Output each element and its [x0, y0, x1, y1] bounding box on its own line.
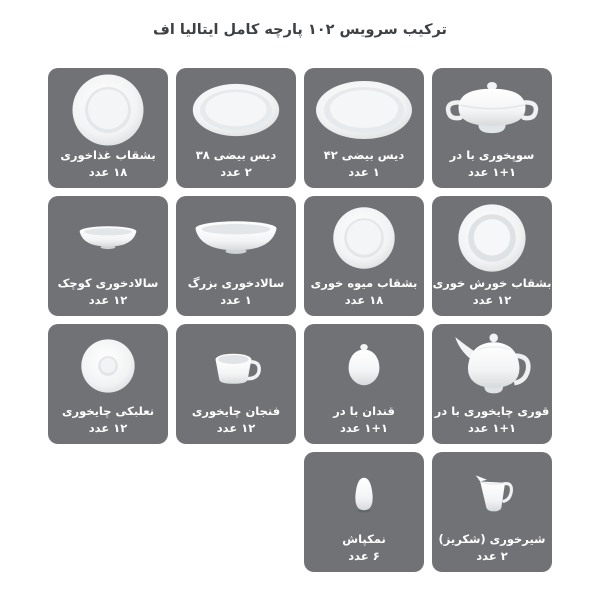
oval-dish-icon: [308, 73, 420, 147]
item-count: ۱+۱ عدد: [467, 165, 517, 179]
teapot-icon: [436, 329, 548, 403]
item-count: ۱+۱ عدد: [467, 421, 517, 435]
product-grid: [48, 68, 552, 572]
item-label: سالادخوری بزرگ: [187, 276, 285, 290]
tile-dinner-plate: [48, 68, 168, 188]
soup-tureen-icon: [436, 73, 548, 147]
tile-fruit-plate: [304, 196, 424, 316]
item-label: دیس بیضی ۴۲: [323, 148, 405, 162]
item-count: ۱ عدد: [220, 293, 252, 307]
salad-bowl-icon: [52, 201, 164, 275]
item-count: ۱۲ عدد: [88, 421, 128, 435]
item-count: ۲ عدد: [476, 549, 508, 563]
teacup-icon: [180, 329, 292, 403]
deep-plate-icon: [436, 201, 548, 275]
item-count: ۱۲ عدد: [216, 421, 256, 435]
tile-tea-saucer: [48, 324, 168, 444]
item-count: ۱۸ عدد: [344, 293, 384, 307]
item-count: ۱۸ عدد: [88, 165, 128, 179]
item-label: بشقاب غذاخوری: [60, 148, 156, 162]
tile-oval-dish-42: [304, 68, 424, 188]
salad-bowl-icon: [180, 201, 292, 275]
tile-salt-shaker: [304, 452, 424, 572]
tile-sugar-bowl: [304, 324, 424, 444]
item-label: فنجان چایخوری: [191, 404, 281, 418]
item-label: شیرخوری (شکریز): [438, 532, 546, 546]
tile-oval-dish-38: [176, 68, 296, 188]
item-label: نعلبکی چایخوری: [61, 404, 155, 418]
item-label: بشقاب خورش خوری: [432, 276, 552, 290]
item-label: دیس بیضی ۳۸: [195, 148, 277, 162]
item-count: ۱۲ عدد: [88, 293, 128, 307]
item-count: ۶ عدد: [348, 549, 380, 563]
oval-dish-icon: [180, 73, 292, 147]
item-label: بشقاب میوه خوری: [310, 276, 418, 290]
tile-soup-tureen: [432, 68, 552, 188]
tile-teapot: [432, 324, 552, 444]
item-label: قوری چایخوری با در: [434, 404, 550, 418]
page-title: ترکیب سرویس ۱۰۲ پارچه کامل ایتالیا اف: [153, 22, 447, 38]
tile-stew-plate: [432, 196, 552, 316]
item-label: سوپخوری با در: [449, 148, 535, 162]
item-label: سالادخوری کوچک: [57, 276, 159, 290]
item-label: نمکپاش: [342, 532, 386, 546]
item-count: ۲ عدد: [220, 165, 252, 179]
plate-icon: [308, 201, 420, 275]
tile-large-salad-bowl: [176, 196, 296, 316]
item-count: ۱+۱ عدد: [339, 421, 389, 435]
dinner-plate-icon: [52, 73, 164, 147]
tile-teacup: [176, 324, 296, 444]
tile-small-salad-bowl: [48, 196, 168, 316]
item-count: ۱۲ عدد: [472, 293, 512, 307]
saucer-icon: [52, 329, 164, 403]
sugar-bowl-icon: [308, 329, 420, 403]
tile-creamer: [432, 452, 552, 572]
salt-shaker-icon: [308, 457, 420, 531]
creamer-icon: [436, 457, 548, 531]
item-label: قندان با در: [333, 404, 395, 418]
item-count: ۱ عدد: [348, 165, 380, 179]
